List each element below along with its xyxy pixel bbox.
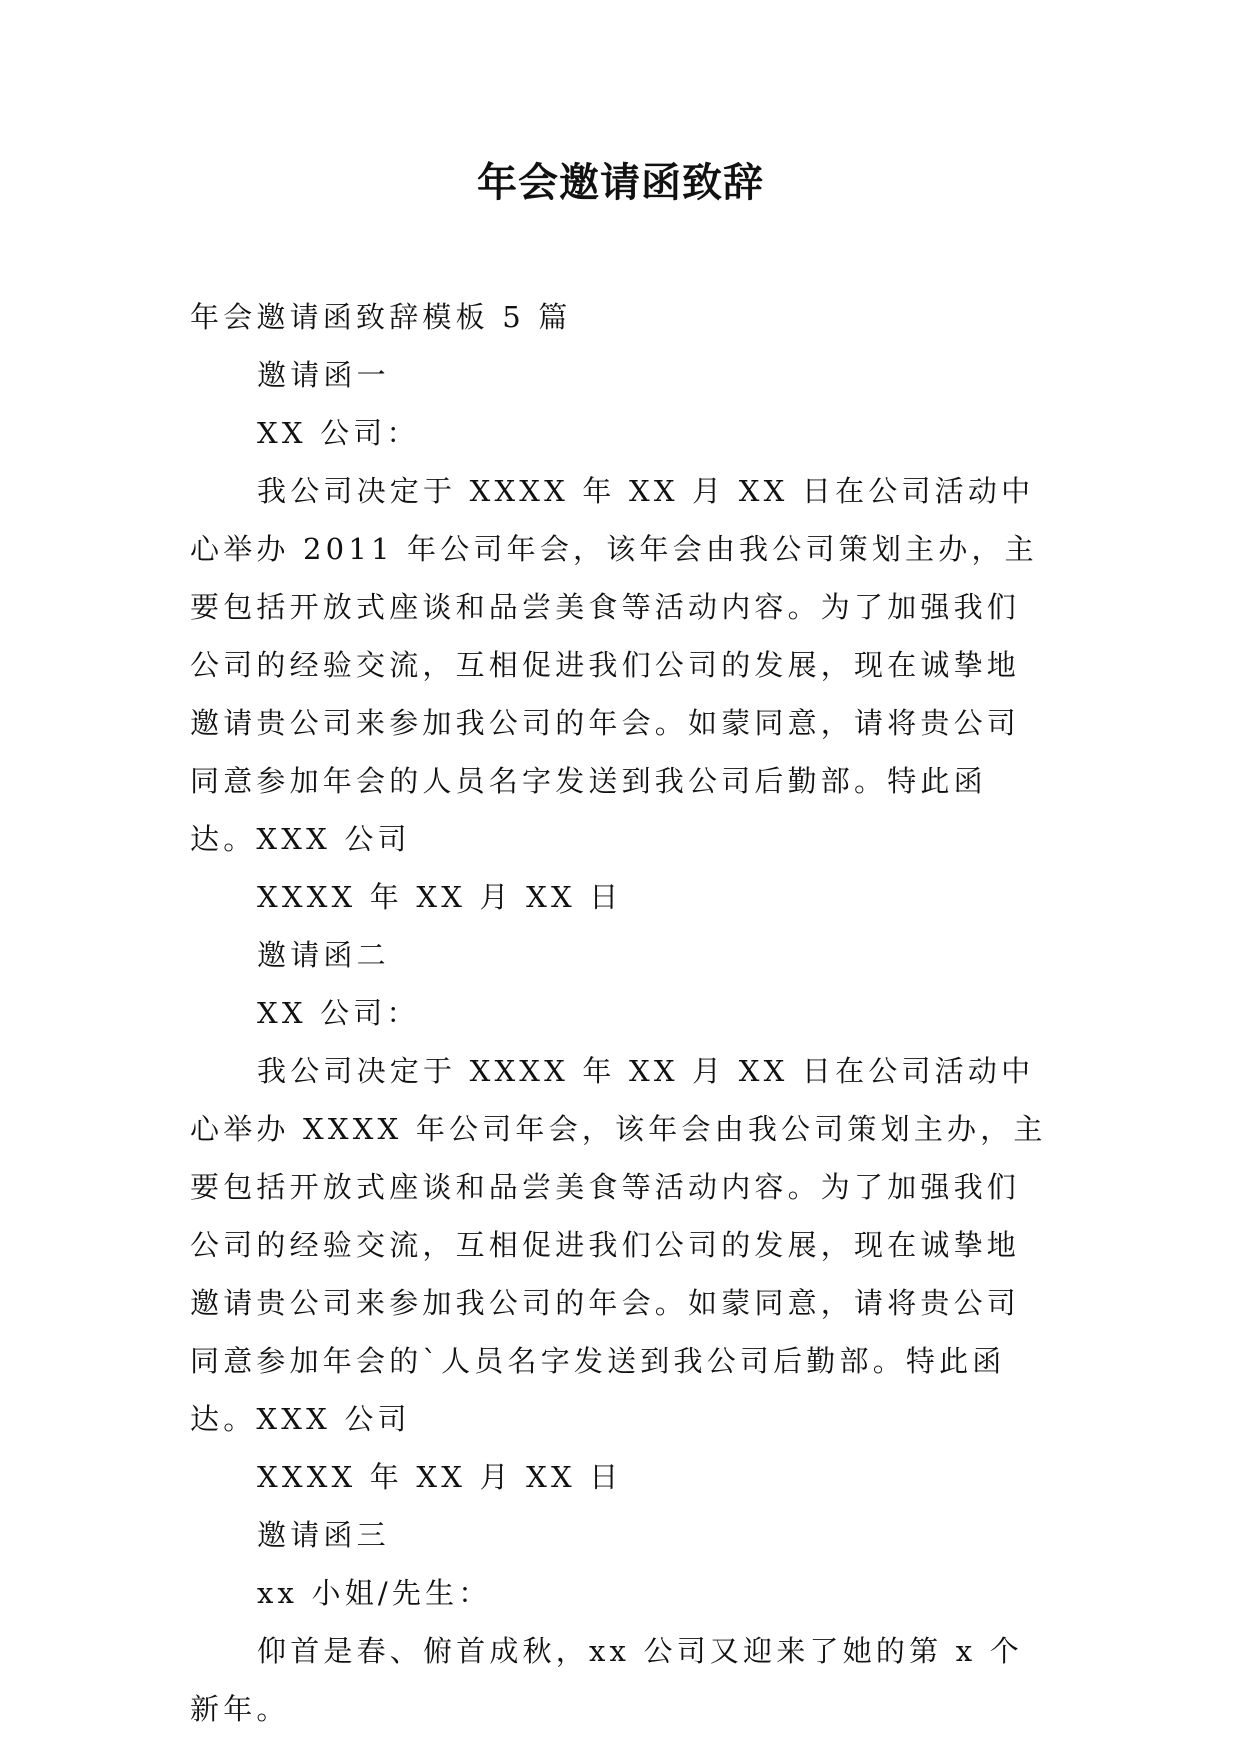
letter-1-body: 我公司决定于 XXXX 年 XX 月 XX 日在公司活动中心举办 2011 年公司年会，该年会由我公司策划主办，主要包括开放式座谈和品尝美食等活动内容。为了加强我们公司的经验交流，互相促进我们公司的发展，现在诚挚地邀请贵公司来参加我公司的年会。如蒙同意，请将贵公司同意参加年会的人员名字发送到我公司后勤部。特此函达。XXX 公司 — [190, 474, 1038, 856]
letter-3-heading: 邀请函三 — [257, 1518, 390, 1552]
letter-1-salutation: XX 公司： — [257, 416, 420, 450]
letter-1-date: XXXX 年 XX 月 XX 日 — [257, 880, 623, 914]
letter-2-body: 我公司决定于 XXXX 年 XX 月 XX 日在公司活动中心举办 XXXX 年公司年会，该年会由我公司策划主办，主要包括开放式座谈和品尝美食等活动内容。为了加强我们公司的经验交流，互相促进我们公司的发展，现在诚挚地邀请贵公司来参加我公司的年会。如蒙同意，请将贵公司同意参加年会的`人员名字发送到我公司后勤部。特此函达。XXX 公司 — [190, 1054, 1047, 1436]
document-subtitle: 年会邀请函致辞模板 5 篇 — [190, 300, 572, 334]
document-title: 年会邀请函致辞 — [477, 160, 764, 206]
document-body — [190, 288, 1050, 1738]
letter-3-salutation: xx 小姐/先生： — [257, 1576, 492, 1610]
letter-2-heading: 邀请函二 — [257, 938, 390, 972]
letter-2-salutation: XX 公司： — [257, 996, 420, 1030]
letter-3-body: 仰首是春、俯首成秋，xx 公司又迎来了她的第 x 个新年。 — [190, 1634, 1023, 1726]
letter-1-heading: 邀请函一 — [257, 358, 390, 392]
letter-2-date: XXXX 年 XX 月 XX 日 — [257, 1460, 623, 1494]
